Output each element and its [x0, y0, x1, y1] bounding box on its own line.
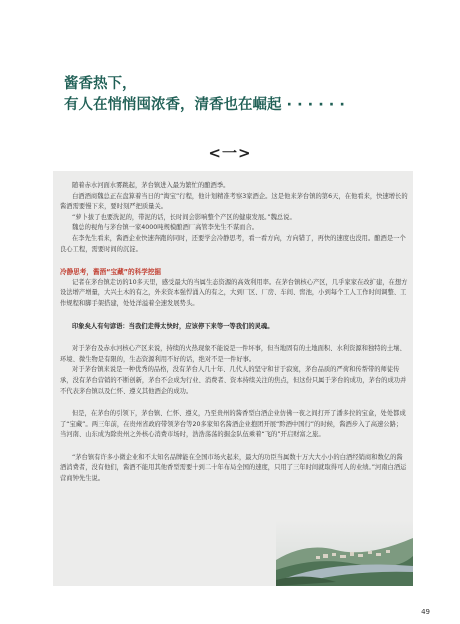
paragraph-2: 白酒酒商魏总正在盘算着当日的“淘宝”行程，他计划精准考察3家酒企。这是他来茅台镇的第6天，在他看来，快速增长的酱酒需要慢下来，要时刻严把质量关。 — [60, 192, 408, 211]
paragraph-11: “茅台镇有许多小微企业和不太知名品牌能在全国市场火起来，最大的功臣当属数十万大大小小的白酒经销商和数亿的酱酒消费者，没有他们，酱酒不能用其他香型需要十到二十年布局全国的速度，只用了三年时间就取得可人的业绩。”河南白酒运营商钟先生说。 — [60, 453, 407, 483]
article-body — [60, 181, 408, 485]
paragraph-8: 对于茅台及赤水河核心产区来说，持续的火热现象不能说是一件坏事，但当地固有的土地面积、水利资源和独特的土壤、环境、微生物是有限的，生态资源利用不好的话，绝对不是一件好事。 — [60, 345, 406, 363]
page-title — [64, 74, 434, 116]
paragraph-3: “萝卜拔了也要洗泥的，带泥的话，长时间会影响整个产区的健康发展。”魏总说。 — [72, 213, 296, 221]
title-line-2: 有人在悄悄囤浓香，清香也在崛起 · · · · · · — [64, 97, 345, 113]
paragraph-4: 魏总的视角与茅台镇一家4000吨规模酿酒厂高管李先生不谋而合。 — [72, 224, 259, 232]
page-number: 49 — [421, 608, 430, 616]
paragraph-1: 随着赤水河面水雾跳起，茅台镇进入最为繁忙的酿酒季。 — [72, 182, 230, 189]
landscape-image — [276, 520, 413, 586]
paragraph-6: 记者在茅台镇走访的10多天里，感受最大的当属生态资源的高效利用率。在茅台镇核心产区，几乎家家在改扩建，在想方设法增产增量，大兴土木的有之，外来资本强悍涌入的有之，大到厂区、厂房、车间、窖池，小到每个工人工作时间调整、工作规程和脚手架搭建，处处洋溢着全速发展势头。 — [60, 278, 408, 307]
town-landscape-photo — [276, 520, 413, 586]
paragraph-9: 对于茅台镇来说是一种优秀的品格，没有茅台人几十年、几代人的坚守和甘于寂寞，茅台品质的严荷和传帮带的师徒传承，没有茅台营销的不断创新，茅台不会成为行业、消费者、资本持续关注的焦点，但这份只属于茅台的成功，茅台的成功并不代表茅台镇以及仁怀、遵义其他酒企的成功。 — [60, 366, 407, 395]
paragraph-10: 但是，在茅台的引领下，茅台镇、仁怀、遵义，乃至贵州的酱香型白酒企业仿佛一夜之间打开了潘多拉的宝盒，处处都成了“宝藏”。两三年前，在贵州省政府带领茅台等20多家知名酱酒企业抱团开展“黔酒中国行”的时候，酱酒步入了高速公路；当河南、山东成为除贵州之外核心消费市场时，浩浩荡荡的掘金队伍乘着“飞的”开启财富之旅。 — [60, 410, 406, 439]
title-line-1: 酱香热下， — [64, 76, 137, 92]
section-marker: <一> — [208, 144, 252, 162]
paragraph-5: 在李先生看来，酱酒企业快速奔跑的同时，还要学会冷静思考，看一看方向，方向错了，再快的速度也没用。酿酒是一个良心工程，需要时间的沉淀。 — [60, 234, 406, 253]
section-subtitle: 冷静思考，酱酒“宝藏”的科学挖掘 — [60, 268, 161, 277]
paragraph-quote: 印象矣人有句谚语：当我们走得太快时，应该停下来等一等我们的灵魂。 — [72, 322, 274, 330]
